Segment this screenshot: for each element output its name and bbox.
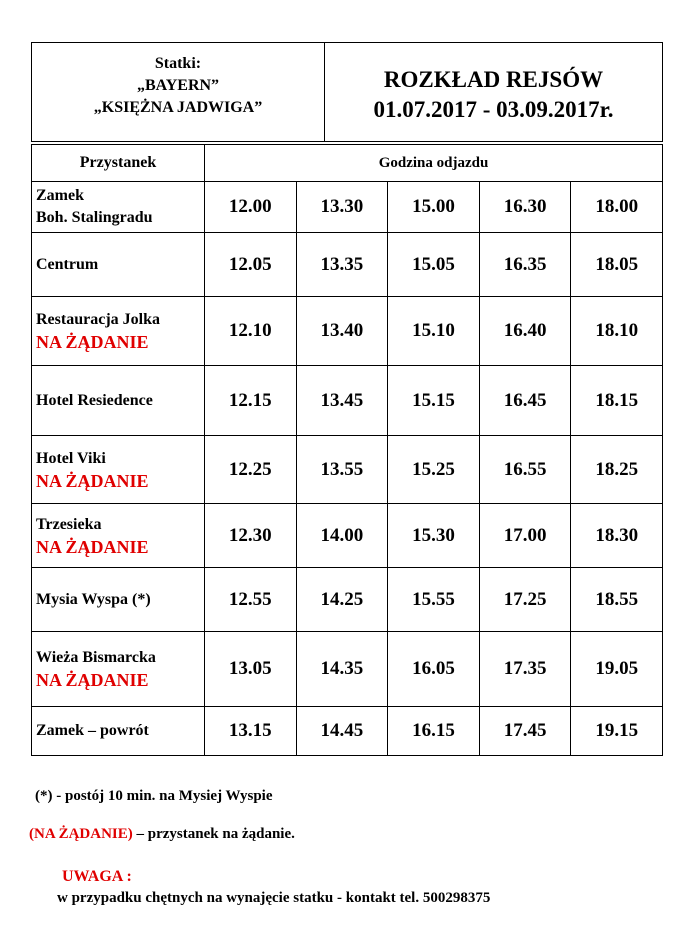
departure-time: 18.55 xyxy=(571,568,663,632)
departure-time: 16.15 xyxy=(388,707,480,756)
stop-cell xyxy=(32,568,205,632)
departure-time: 15.10 xyxy=(388,297,480,366)
on-request-label: NA ŻĄDANIE xyxy=(36,470,149,491)
stop-cell xyxy=(32,632,205,707)
stop-name: Restauracja Jolka xyxy=(36,311,160,328)
stop-name: Mysia Wyspa (*) xyxy=(36,590,151,608)
note-contact: w przypadku chętnych na wynajęcie statku - kontakt tel. 500298375 xyxy=(57,890,491,906)
table-row xyxy=(32,504,663,568)
departure-time: 18.10 xyxy=(571,297,663,366)
stop-name: Hotel Resiedence xyxy=(36,391,153,409)
on-request-label: NA ŻĄDANIE xyxy=(36,536,149,557)
departure-time: 17.25 xyxy=(479,568,571,632)
departure-time: 15.30 xyxy=(388,504,480,568)
schedule-title xyxy=(325,43,662,141)
departure-time: 16.55 xyxy=(479,436,571,504)
departure-time: 14.00 xyxy=(296,504,388,568)
table-row xyxy=(32,233,663,297)
stop-name: Centrum xyxy=(36,255,99,273)
departure-time: 16.35 xyxy=(479,233,571,297)
ships-info xyxy=(32,43,325,141)
table-row xyxy=(32,182,663,233)
departure-time: 13.30 xyxy=(296,182,388,233)
on-request-label: NA ŻĄDANIE xyxy=(36,332,149,352)
schedule-table xyxy=(31,144,663,756)
departure-time: 18.00 xyxy=(571,182,663,233)
departure-time: 12.55 xyxy=(205,568,297,632)
departure-time: 13.45 xyxy=(296,366,388,436)
stop-cell xyxy=(32,707,205,756)
departure-time: 19.05 xyxy=(571,632,663,707)
departure-time: 14.35 xyxy=(296,632,388,707)
departure-time: 16.30 xyxy=(479,182,571,233)
departure-time: 18.15 xyxy=(571,366,663,436)
note-request-text: – przystanek na żądanie. xyxy=(132,826,295,842)
note-warning: UWAGA : xyxy=(62,868,132,885)
departure-time: 18.05 xyxy=(571,233,663,297)
departure-time: 14.45 xyxy=(296,707,388,756)
stop-cell xyxy=(32,504,205,568)
departure-time: 17.35 xyxy=(479,632,571,707)
departure-time: 13.55 xyxy=(296,436,388,504)
table-row xyxy=(32,632,663,707)
departure-time: 12.15 xyxy=(205,366,297,436)
table-row xyxy=(32,707,663,756)
stop-name: Zamek – powrót xyxy=(36,722,149,739)
departure-time: 15.55 xyxy=(388,568,480,632)
table-row xyxy=(32,297,663,366)
departure-time: 14.25 xyxy=(296,568,388,632)
stop-name: Zamek xyxy=(36,187,84,204)
title-text: ROZKŁAD REJSÓW xyxy=(383,67,604,92)
departure-time: 13.35 xyxy=(296,233,388,297)
departure-time: 15.05 xyxy=(388,233,480,297)
ships-label: Statki: xyxy=(154,55,202,72)
ship-bayern: „BAYERN” xyxy=(136,77,220,94)
table-row xyxy=(32,568,663,632)
stop-name-line2: Boh. Stalingradu xyxy=(36,209,153,226)
departure-time: 15.00 xyxy=(388,182,480,233)
departure-time: 12.05 xyxy=(205,233,297,297)
stop-cell xyxy=(32,297,205,366)
departure-time: 16.45 xyxy=(479,366,571,436)
on-request-label: NA ŻĄDANIE xyxy=(36,670,149,690)
departure-time: 18.30 xyxy=(571,504,663,568)
table-row xyxy=(32,436,663,504)
header-departure-time: Godzina odjazdu xyxy=(205,145,663,182)
note-request-label: (NA ŻĄDANIE) xyxy=(29,826,133,842)
note-asterisk: (*) - postój 10 min. na Mysiej Wyspie xyxy=(35,788,273,804)
stop-name: Wieża Bismarcka xyxy=(36,649,156,666)
departure-time: 12.10 xyxy=(205,297,297,366)
note-request xyxy=(29,826,295,843)
departure-time: 13.40 xyxy=(296,297,388,366)
stop-cell xyxy=(32,436,205,504)
stop-cell xyxy=(32,366,205,436)
stop-name: Hotel Viki xyxy=(36,449,106,467)
departure-time: 12.00 xyxy=(205,182,297,233)
table-row xyxy=(32,366,663,436)
departure-time: 12.25 xyxy=(205,436,297,504)
ship-ksiezna-jadwiga: „KSIĘŻNA JADWIGA” xyxy=(93,99,263,116)
departure-time: 15.15 xyxy=(388,366,480,436)
departure-time: 17.00 xyxy=(479,504,571,568)
header-stop: Przystanek xyxy=(32,145,205,182)
departure-time: 12.30 xyxy=(205,504,297,568)
table-header-row xyxy=(32,145,663,182)
departure-time: 16.40 xyxy=(479,297,571,366)
stop-name: Trzesieka xyxy=(36,515,102,533)
departure-time: 13.15 xyxy=(205,707,297,756)
departure-time: 16.05 xyxy=(388,632,480,707)
header-box xyxy=(31,42,663,142)
title-dates: 01.07.2017 - 03.09.2017r. xyxy=(373,97,614,122)
departure-time: 15.25 xyxy=(388,436,480,504)
departure-time: 17.45 xyxy=(479,707,571,756)
departure-time: 19.15 xyxy=(571,707,663,756)
stop-cell xyxy=(32,233,205,297)
departure-time: 13.05 xyxy=(205,632,297,707)
stop-cell xyxy=(32,182,205,233)
departure-time: 18.25 xyxy=(571,436,663,504)
